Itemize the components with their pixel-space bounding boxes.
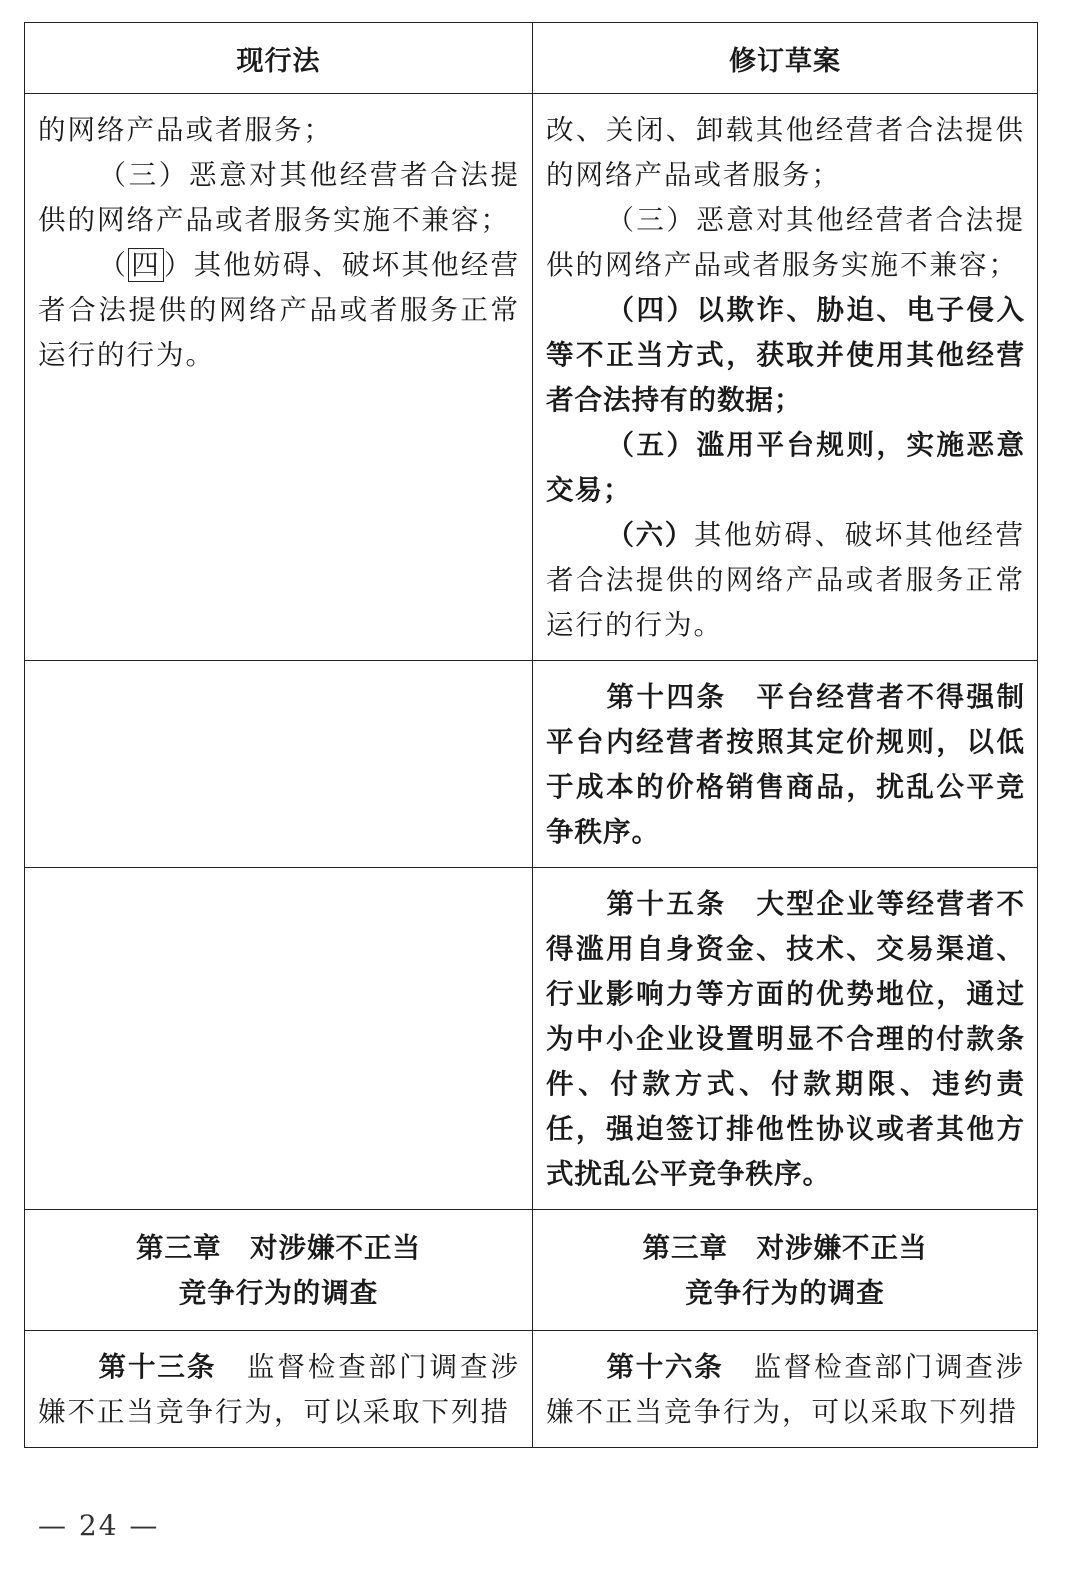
- current-law-cell: [25, 94, 533, 661]
- article-13: [38, 1345, 520, 1435]
- boxed-item-number: 四: [128, 248, 164, 282]
- item-number-bold: （六）: [606, 519, 694, 551]
- article-15: 第十五条 大型企业等经营者不得滥用自身资金、技术、交易渠道、行业影响力等方面的优势地位，通过为中小企业设置明显不合理的付款条件、付款方式、付款期限、违约责任，强迫签订排他性协议或者其他方式扰乱公平竞争秩序。: [546, 888, 1025, 1190]
- chapter-row: [25, 1210, 1038, 1331]
- revised-paragraph-added: （四）以欺诈、胁迫、电子侵入等不正当方式，获取并使用其他经营者合法持有的数据；: [546, 294, 1025, 416]
- article-text: 监督检查部门调查涉嫌不正当竞争行为，可以采取下列措: [546, 1351, 1026, 1428]
- revised-paragraph: 改、关闭、卸载其他经营者合法提供的网络产品或者服务；: [546, 114, 1025, 191]
- table-row: [25, 94, 1038, 661]
- table-row: [25, 868, 1038, 1210]
- article-text: 监督检查部门调查涉嫌不正当竞争行为，可以采取下列措: [38, 1351, 521, 1428]
- revised-paragraph-added: （五）滥用平台规则，实施恶意交易；: [546, 429, 1025, 506]
- chapter-title-line: 第三章 对涉嫌不正当: [136, 1232, 421, 1264]
- revised-draft-cell: [533, 94, 1038, 661]
- header-revised-draft: 修订草案: [533, 23, 1038, 94]
- header-row: [25, 23, 1038, 94]
- current-law-paragraph: （三）恶意对其他经营者合法提供的网络产品或者服务实施不兼容；: [38, 159, 520, 236]
- article-number: 第十六条: [606, 1351, 724, 1383]
- item-text: ）其他妨碍、破坏其他经营者合法提供的网络产品或者服务正常运行的行为。: [38, 249, 521, 371]
- item-text: 其他妨碍、破坏其他经营者合法提供的网络产品或者服务正常运行的行为。: [546, 519, 1026, 641]
- table-row: [25, 1331, 1038, 1448]
- article-14: 第十四条 平台经营者不得强制平台内经营者按照其定价规则，以低于成本的价格销售商品，扰乱公平竞争秩序。: [546, 681, 1025, 848]
- current-law-paragraph: 的网络产品或者服务；: [38, 114, 333, 146]
- revised-draft-chapter-cell: [533, 1210, 1038, 1331]
- chapter-title-line: 第三章 对涉嫌不正当: [642, 1232, 928, 1264]
- revised-draft-cell: [533, 1331, 1038, 1448]
- current-law-cell: [25, 1331, 533, 1448]
- chapter-title-line: 竞争行为的调查: [685, 1277, 885, 1309]
- table-row: [25, 661, 1038, 868]
- revised-paragraph: [546, 513, 1025, 648]
- paren-open: （: [98, 249, 129, 281]
- revised-paragraph: （三）恶意对其他经营者合法提供的网络产品或者服务实施不兼容；: [546, 204, 1025, 281]
- article-number: 第十三条: [98, 1351, 217, 1383]
- header-current-law: 现行法: [25, 23, 533, 94]
- current-law-paragraph: [38, 243, 520, 378]
- page-number: — 24 —: [38, 1509, 160, 1542]
- current-law-cell-empty: [25, 661, 533, 868]
- comparison-table: [24, 22, 1038, 1448]
- chapter-title-line: 竞争行为的调查: [178, 1277, 379, 1309]
- current-law-cell-empty: [25, 868, 533, 1210]
- revised-draft-cell: [533, 868, 1038, 1210]
- article-16: [546, 1345, 1025, 1435]
- revised-draft-cell: [533, 661, 1038, 868]
- current-law-chapter-cell: [25, 1210, 533, 1331]
